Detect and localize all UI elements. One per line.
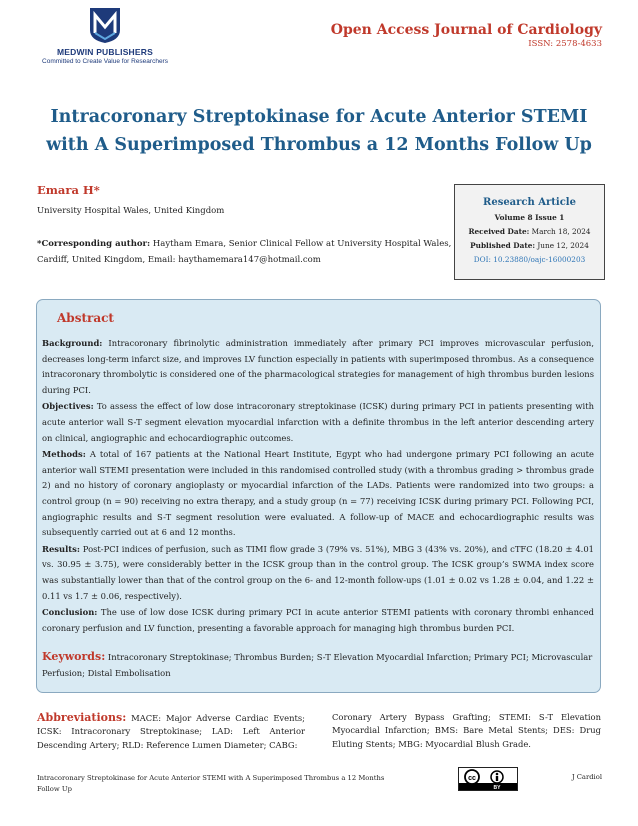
received-value: March 18, 2024 [529,227,591,236]
article-type: Research Article [483,197,576,208]
footer-journal-abbrev: J Cardiol [571,773,602,781]
received-date [455,227,604,236]
abstract-conclusion [42,605,594,636]
methods-label: Methods: [42,449,86,460]
abstract-methods [42,447,594,541]
journal-issn: ISSN: 2578-4633 [528,39,602,49]
publisher-name: MEDWIN PUBLISHERS [57,47,153,57]
conclusion-text: The use of low dose ICSK during primary PCI in acute anterior STEMI patients with coronary thrombi enhanced coronary perfusion and LV function, presenting a favorable approach for managing high thrombus burden PCI. [42,607,594,633]
article-info-box [454,184,605,280]
abstract-background [42,336,594,398]
article-title: Intracoronary Streptokinase for Acute Anterior STEMI with A Superimposed Thrombus a 12 Months Follow Up [46,107,592,155]
publisher-tagline: Committed to Create Value for Researchers [42,58,168,65]
corresponding-label: *Corresponding author: [37,239,151,249]
abstract-objectives [42,399,594,446]
volume-issue: Volume 8 Issue 1 [494,213,565,222]
journal-name: Open Access Journal of Cardiology [330,22,602,38]
background-text: Intracoronary fibrinolytic administration immediately after primary PCI improves microvascular perfusion, decreases long-term infarct size, and improves LV function especially in patients with superimposed thrombus. As a consequence intracoronary thrombolytic is considered one of the pharmacological strategies for management of high thrombus burden lesions during PCI. [42,338,594,395]
svg-text:BY: BY [493,785,501,790]
footer-title: Intracoronary Streptokinase for Acute Anterior STEMI with A Superimposed Thrombus a 12 Months Follow Up [37,774,385,793]
methods-text: A total of 167 patients at the National Heart Institute, Egypt who had undergone primary PCI following an acute anterior wall STEMI presentation were included in this randomised controlled study (with a thrombus grading > thrombus grade 2) and no history of coronary angioplasty or myocardial infarction of the LADs. Patients were randomized into two groups: a control group (n = 90) receiving no extra therapy, and a study group (n = 77) receiving ICSK during primary PCI. Following PCI, angiographic results and S-T segment resolution were evaluated. A follow-up of MACE and echocardiographic results was subsequently carried out at 6 and 12 months. [42,449,594,538]
abstract-body [42,336,594,637]
published-value: June 12, 2024 [535,241,589,250]
published-date [455,241,604,250]
corresponding-text: Haytham Emara, Senior Clinical Fellow at University Hospital Wales, Cardiff, United Kingdom, Email: haythamemara147@hotmail.com [37,239,452,265]
cc-by-icon[interactable] [458,767,518,791]
abbreviations-text-1: MACE: Major Adverse Cardiac Events; ICSK: Intracoronary Streptokinase; LAD: Left Anterior Descending Artery; RLD: Reference Lumen Diameter; CABG: [37,713,305,750]
results-label: Results: [42,543,80,554]
background-label: Background: [42,338,103,348]
objectives-text: To assess the effect of low dose intracoronary streptokinase (ICSK) during primary PCI in patients presenting with acute anterior wall S-T segment elevation myocardial infarction with a definite thrombus in the left anterior descending artery on clinical, angiographic and echocardiographic outcomes. [42,401,594,443]
objectives-label: Objectives: [42,401,94,412]
author-affiliation: University Hospital Wales, United Kingdom [37,206,225,216]
svg-text:cc: cc [468,775,476,782]
keywords [42,649,594,681]
abbreviations-col2: Coronary Artery Bypass Grafting; STEMI: S-T Elevation Myocardial Infarction; BMS: Bare Metal Stents; DES: Drug Eluting Stents; MBG: Myocardial Blush Grade. [332,712,601,749]
keywords-text: Intracoronary Streptokinase; Thrombus Burden; S-T Elevation Myocardial Infarction; Primary PCI; Microvascular Perfusion; Distal Embolisation [42,652,593,678]
received-label: Received Date: [468,227,530,236]
conclusion-label: Conclusion: [42,607,98,618]
abstract-box [36,299,601,693]
doi-link[interactable]: DOI: 10.23880/oajc-16000203 [473,255,586,264]
corresponding-author [37,236,452,268]
abstract-results [42,542,594,604]
abstract-heading: Abstract [57,311,114,325]
abbreviations-label: Abbreviations: [37,711,127,724]
published-label: Published Date: [470,241,536,250]
publisher-logo [30,6,180,65]
results-text: Post-PCI indices of perfusion, such as TIMI flow grade 3 (79% vs. 51%), MBG 3 (43% vs. 20%), and cTFC (18.20 ± 4.01 vs. 30.95 ± 3.75), were considerably better in the ICSK group than in the control group. The ICSK group’s SWMA index score was substantially lower than that of the control group on the 6- and 12-month follow-ups (1.01 ± 0.02 vs 1.28 ± 0.04, and 1.22 ± 0.11 vs 1.7 ± 0.06, respectively). [42,543,594,601]
author-name: Emara H* [37,183,100,197]
medwin-logo-icon [88,6,122,44]
abbreviations-col1 [37,711,305,752]
keywords-label: Keywords: [42,650,106,663]
journal-header [331,22,602,49]
